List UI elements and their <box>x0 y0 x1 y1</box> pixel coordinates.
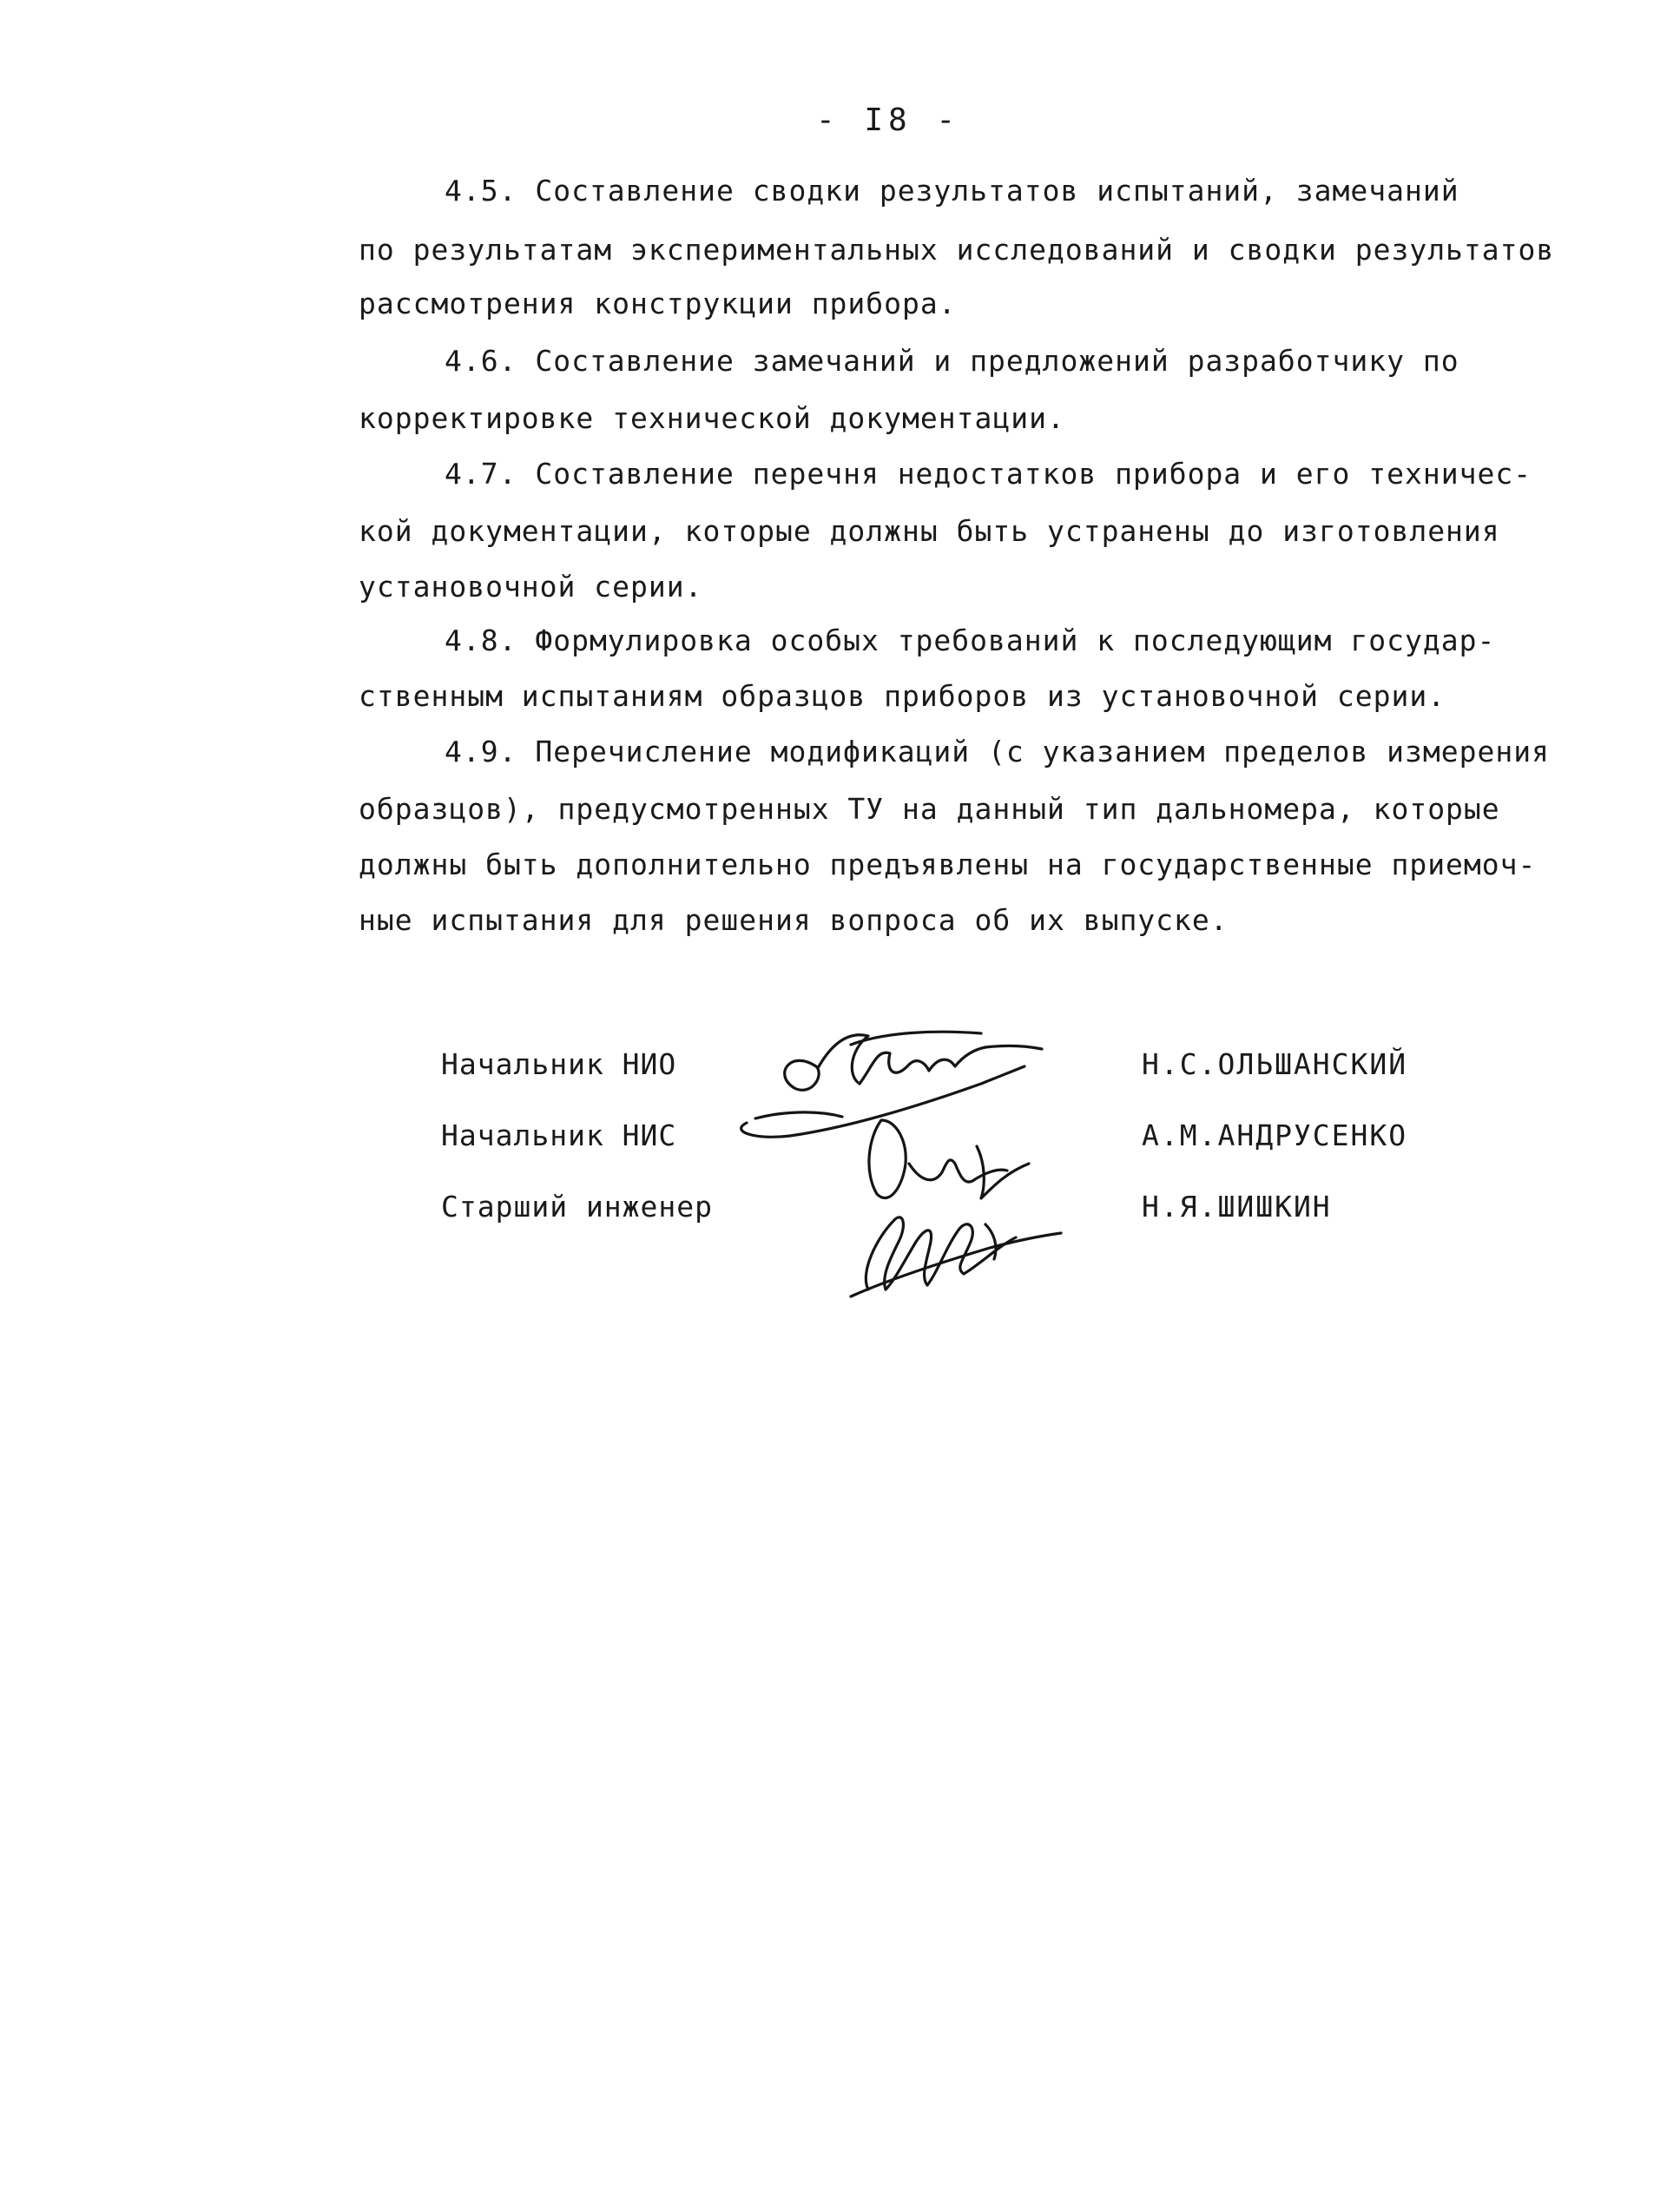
paragraph-4-7-line-2: кой документации, которые должны быть устранены до изготовления <box>359 514 1500 548</box>
handwritten-signature-3 <box>833 1194 1068 1307</box>
paragraph-4-7-line-1: 4.7. Составление перечня недостатков прибора и его техничес- <box>445 457 1532 491</box>
signatory-name-3: Н.Я.ШИШКИН <box>1142 1190 1332 1224</box>
paragraph-4-8-line-1: 4.8. Формулировка особых требований к последующим государ- <box>445 623 1496 657</box>
paragraph-4-5-line-1: 4.5. Составление сводки результатов испытаний, замечаний <box>445 174 1459 208</box>
paragraph-4-9-line-2: образцов), предусмотренных ТУ на данный тип дальномера, которые <box>359 792 1500 826</box>
paragraph-4-9-line-4: ные испытания для решения вопроса об их выпуске. <box>359 903 1229 937</box>
signatory-name-2: А.М.АНДРУСЕНКО <box>1142 1118 1408 1152</box>
paragraph-4-8-line-2: ственным испытаниям образцов приборов из установочной серии. <box>359 679 1446 713</box>
paragraph-4-7-line-3: установочной серии. <box>359 570 703 604</box>
paragraph-4-9-line-1: 4.9. Перечисление модификаций (с указанием пределов измерения <box>445 735 1550 769</box>
paragraph-4-5-line-2: по результатам экспериментальных исследований и сводки результатов <box>359 233 1555 267</box>
paragraph-4-5-line-3: рассмотрения конструкции прибора. <box>359 287 957 320</box>
signatory-role-2: Начальник НИС <box>441 1118 677 1152</box>
signatory-role-1: Начальник НИО <box>441 1047 677 1081</box>
paragraph-4-6-line-1: 4.6. Составление замечаний и предложений разработчику по <box>445 344 1459 378</box>
paragraph-4-6-line-2: корректировке технической документации. <box>359 401 1065 435</box>
signatory-name-1: Н.С.ОЛЬШАНСКИЙ <box>1142 1047 1408 1081</box>
paragraph-4-9-line-3: должны быть дополнительно предъявлены на государственные приемоч- <box>359 848 1537 881</box>
page-number: - I8 - <box>816 102 961 138</box>
signatory-role-3: Старший инженер <box>441 1190 714 1224</box>
